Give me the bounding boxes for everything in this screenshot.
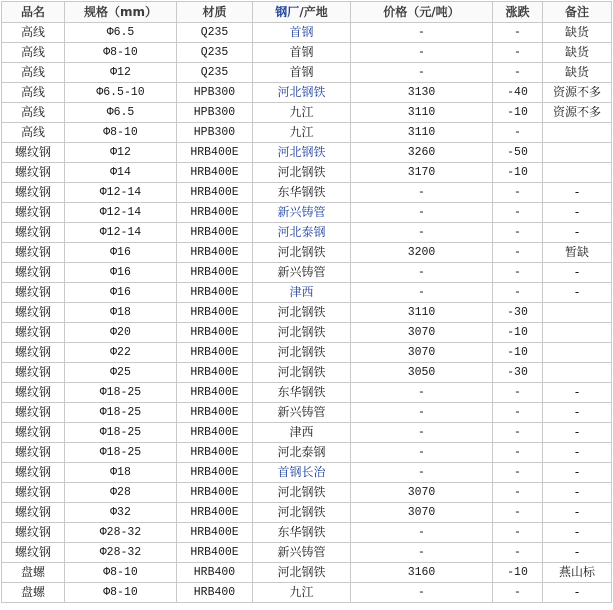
material-cell: HRB400E: [177, 503, 253, 523]
note-cell: -: [543, 483, 612, 503]
mill-cell: 河北泰钢: [253, 443, 351, 463]
price-cell: 3200: [351, 243, 493, 263]
spec-cell: Φ22: [65, 343, 177, 363]
note-cell: -: [543, 183, 612, 203]
material-cell: HRB400E: [177, 403, 253, 423]
mill-cell: 河北钢铁: [253, 303, 351, 323]
price-cell: -: [351, 583, 493, 603]
change-cell: -: [493, 203, 543, 223]
note-cell: 缺货: [543, 63, 612, 83]
mill-cell: 河北钢铁: [253, 483, 351, 503]
note-cell: [543, 303, 612, 323]
material-cell: HRB400: [177, 583, 253, 603]
spec-cell: Φ12: [65, 63, 177, 83]
mill-cell[interactable]: 河北钢铁: [253, 83, 351, 103]
price-cell: 3130: [351, 83, 493, 103]
material-cell: Q235: [177, 43, 253, 63]
material-cell: HRB400E: [177, 143, 253, 163]
note-cell: -: [543, 403, 612, 423]
product-name-cell: 高线: [2, 83, 65, 103]
change-cell: -: [493, 23, 543, 43]
change-cell: -: [493, 463, 543, 483]
product-name-cell: 螺纹钢: [2, 423, 65, 443]
material-cell: HRB400E: [177, 283, 253, 303]
note-cell: [543, 343, 612, 363]
note-cell: 资源不多: [543, 103, 612, 123]
material-cell: HPB300: [177, 83, 253, 103]
note-cell: [543, 363, 612, 383]
change-cell: -10: [493, 343, 543, 363]
spec-cell: Φ18: [65, 303, 177, 323]
product-name-cell: 盘螺: [2, 583, 65, 603]
table-row: [2, 443, 612, 463]
material-cell: HRB400E: [177, 543, 253, 563]
note-cell: [543, 143, 612, 163]
product-name-cell: 高线: [2, 23, 65, 43]
price-cell: -: [351, 543, 493, 563]
spec-cell: Φ28: [65, 483, 177, 503]
table-row: [2, 363, 612, 383]
note-cell: 暂缺: [543, 243, 612, 263]
change-cell: -: [493, 483, 543, 503]
spec-cell: Φ32: [65, 503, 177, 523]
change-cell: -: [493, 583, 543, 603]
change-cell: -30: [493, 363, 543, 383]
product-name-cell: 螺纹钢: [2, 143, 65, 163]
note-cell: [543, 163, 612, 183]
spec-cell: Φ18-25: [65, 443, 177, 463]
change-cell: -: [493, 403, 543, 423]
note-cell: -: [543, 283, 612, 303]
mill-cell: 河北钢铁: [253, 243, 351, 263]
material-cell: HRB400E: [177, 343, 253, 363]
table-row: [2, 83, 612, 103]
table-row: [2, 463, 612, 483]
product-name-cell: 螺纹钢: [2, 203, 65, 223]
product-name-cell: 螺纹钢: [2, 483, 65, 503]
spec-cell: Φ18-25: [65, 403, 177, 423]
price-cell: 3110: [351, 303, 493, 323]
material-cell: HRB400E: [177, 383, 253, 403]
change-cell: -: [493, 523, 543, 543]
spec-cell: Φ18: [65, 463, 177, 483]
price-cell: -: [351, 23, 493, 43]
spec-cell: Φ16: [65, 283, 177, 303]
mill-cell: 津西: [253, 423, 351, 443]
note-cell: -: [543, 263, 612, 283]
table-row: [2, 383, 612, 403]
product-name-cell: 螺纹钢: [2, 283, 65, 303]
product-name-cell: 螺纹钢: [2, 523, 65, 543]
table-row: [2, 163, 612, 183]
product-name-cell: 盘螺: [2, 563, 65, 583]
table-row: [2, 263, 612, 283]
change-cell: -10: [493, 563, 543, 583]
change-cell: -: [493, 383, 543, 403]
material-cell: HRB400E: [177, 463, 253, 483]
mill-cell[interactable]: 津西: [253, 283, 351, 303]
change-cell: -: [493, 183, 543, 203]
change-cell: -: [493, 63, 543, 83]
price-cell: 3170: [351, 163, 493, 183]
note-cell: [543, 123, 612, 143]
note-cell: 缺货: [543, 43, 612, 63]
note-cell: -: [543, 463, 612, 483]
spec-cell: Φ28-32: [65, 523, 177, 543]
mill-cell[interactable]: 首钢: [253, 23, 351, 43]
material-cell: HRB400: [177, 563, 253, 583]
table-row: [2, 243, 612, 263]
table-row: [2, 23, 612, 43]
product-name-cell: 螺纹钢: [2, 263, 65, 283]
change-cell: -40: [493, 83, 543, 103]
price-cell: 3260: [351, 143, 493, 163]
note-cell: 资源不多: [543, 83, 612, 103]
price-cell: -: [351, 43, 493, 63]
table-row: [2, 203, 612, 223]
header-mill-origin: /产地: [299, 4, 328, 19]
material-cell: HRB400E: [177, 243, 253, 263]
price-cell: -: [351, 183, 493, 203]
mill-cell: 河北钢铁: [253, 503, 351, 523]
spec-cell: Φ28-32: [65, 543, 177, 563]
note-cell: -: [543, 523, 612, 543]
table-row: [2, 103, 612, 123]
material-cell: HPB300: [177, 123, 253, 143]
header-change: 涨跌: [493, 2, 543, 23]
table-row: [2, 283, 612, 303]
note-cell: 缺货: [543, 23, 612, 43]
table-row: [2, 223, 612, 243]
material-cell: HRB400E: [177, 423, 253, 443]
material-cell: HRB400E: [177, 203, 253, 223]
header-price: 价格（元/吨）: [351, 2, 493, 23]
price-cell: 3110: [351, 103, 493, 123]
material-cell: HRB400E: [177, 523, 253, 543]
change-cell: -: [493, 503, 543, 523]
table-row: [2, 63, 612, 83]
change-cell: -: [493, 443, 543, 463]
material-cell: HRB400E: [177, 223, 253, 243]
material-cell: HRB400E: [177, 183, 253, 203]
header-mill: [253, 2, 351, 23]
table-row: [2, 303, 612, 323]
mill-cell: 首钢: [253, 63, 351, 83]
table-row: [2, 123, 612, 143]
change-cell: -: [493, 543, 543, 563]
mill-cell: 九江: [253, 103, 351, 123]
spec-cell: Φ8-10: [65, 563, 177, 583]
table-row: [2, 43, 612, 63]
product-name-cell: 螺纹钢: [2, 223, 65, 243]
material-cell: HRB400E: [177, 363, 253, 383]
price-cell: -: [351, 443, 493, 463]
material-cell: Q235: [177, 23, 253, 43]
spec-cell: Φ12-14: [65, 223, 177, 243]
product-name-cell: 螺纹钢: [2, 323, 65, 343]
product-name-cell: 高线: [2, 43, 65, 63]
note-cell: -: [543, 583, 612, 603]
product-name-cell: 螺纹钢: [2, 383, 65, 403]
product-name-cell: 高线: [2, 63, 65, 83]
mill-cell[interactable]: 新兴铸管: [253, 203, 351, 223]
material-cell: HRB400E: [177, 483, 253, 503]
product-name-cell: 螺纹钢: [2, 163, 65, 183]
mill-cell: 首钢: [253, 43, 351, 63]
change-cell: -: [493, 43, 543, 63]
material-cell: HPB300: [177, 103, 253, 123]
mill-cell: 新兴铸管: [253, 403, 351, 423]
change-cell: -10: [493, 103, 543, 123]
mill-cell[interactable]: 河北钢铁: [253, 143, 351, 163]
mill-cell: 河北钢铁: [253, 563, 351, 583]
change-cell: -10: [493, 163, 543, 183]
price-cell: -: [351, 203, 493, 223]
note-cell: -: [543, 203, 612, 223]
mill-cell: 东华钢铁: [253, 183, 351, 203]
change-cell: -30: [493, 303, 543, 323]
change-cell: -: [493, 283, 543, 303]
note-cell: -: [543, 423, 612, 443]
product-name-cell: 螺纹钢: [2, 243, 65, 263]
material-cell: HRB400E: [177, 163, 253, 183]
change-cell: -: [493, 223, 543, 243]
mill-cell[interactable]: 河北泰钢: [253, 223, 351, 243]
price-cell: 3050: [351, 363, 493, 383]
mill-cell: 东华钢铁: [253, 523, 351, 543]
note-cell: -: [543, 543, 612, 563]
table-row: [2, 503, 612, 523]
material-cell: HRB400E: [177, 303, 253, 323]
price-cell: 3070: [351, 483, 493, 503]
table-row: [2, 543, 612, 563]
product-name-cell: 螺纹钢: [2, 463, 65, 483]
spec-cell: Φ18-25: [65, 383, 177, 403]
change-cell: -: [493, 423, 543, 443]
mill-cell: 九江: [253, 583, 351, 603]
mill-cell: 九江: [253, 123, 351, 143]
price-cell: 3070: [351, 343, 493, 363]
change-cell: -: [493, 263, 543, 283]
spec-cell: Φ20: [65, 323, 177, 343]
product-name-cell: 螺纹钢: [2, 363, 65, 383]
mill-cell: 河北钢铁: [253, 323, 351, 343]
spec-cell: Φ14: [65, 163, 177, 183]
mill-cell: 河北钢铁: [253, 363, 351, 383]
table-row: [2, 343, 612, 363]
table-row: [2, 423, 612, 443]
spec-cell: Φ6.5-10: [65, 83, 177, 103]
note-cell: [543, 323, 612, 343]
product-name-cell: 螺纹钢: [2, 543, 65, 563]
price-cell: 3070: [351, 323, 493, 343]
table-row: [2, 403, 612, 423]
price-cell: -: [351, 523, 493, 543]
header-mill-link[interactable]: 钢厂: [275, 4, 300, 19]
header-material: 材质: [177, 2, 253, 23]
price-cell: -: [351, 63, 493, 83]
price-cell: -: [351, 383, 493, 403]
product-name-cell: 螺纹钢: [2, 183, 65, 203]
product-name-cell: 螺纹钢: [2, 343, 65, 363]
table-row: [2, 323, 612, 343]
table-row: [2, 183, 612, 203]
table-row: [2, 523, 612, 543]
spec-cell: Φ12-14: [65, 203, 177, 223]
spec-cell: Φ12-14: [65, 183, 177, 203]
price-cell: 3160: [351, 563, 493, 583]
change-cell: -50: [493, 143, 543, 163]
note-cell: -: [543, 383, 612, 403]
header-note: 备注: [543, 2, 612, 23]
table-row: [2, 143, 612, 163]
material-cell: Q235: [177, 63, 253, 83]
product-name-cell: 螺纹钢: [2, 403, 65, 423]
spec-cell: Φ16: [65, 243, 177, 263]
spec-cell: Φ18-25: [65, 423, 177, 443]
spec-cell: Φ6.5: [65, 23, 177, 43]
product-name-cell: 高线: [2, 103, 65, 123]
header-name: 品名: [2, 2, 65, 23]
spec-cell: Φ8-10: [65, 583, 177, 603]
change-cell: -10: [493, 323, 543, 343]
table-row: [2, 583, 612, 603]
price-cell: 3110: [351, 123, 493, 143]
mill-cell: 河北钢铁: [253, 163, 351, 183]
mill-cell: 新兴铸管: [253, 543, 351, 563]
price-cell: -: [351, 403, 493, 423]
price-cell: -: [351, 223, 493, 243]
mill-cell: 河北钢铁: [253, 343, 351, 363]
mill-cell: 新兴铸管: [253, 263, 351, 283]
spec-cell: Φ8-10: [65, 43, 177, 63]
spec-cell: Φ16: [65, 263, 177, 283]
product-name-cell: 螺纹钢: [2, 503, 65, 523]
spec-cell: Φ8-10: [65, 123, 177, 143]
price-cell: 3070: [351, 503, 493, 523]
price-cell: -: [351, 283, 493, 303]
steel-price-table: [1, 1, 612, 603]
note-cell: 燕山标: [543, 563, 612, 583]
change-cell: -: [493, 243, 543, 263]
product-name-cell: 螺纹钢: [2, 303, 65, 323]
header-row: [2, 2, 612, 23]
material-cell: HRB400E: [177, 443, 253, 463]
spec-cell: Φ6.5: [65, 103, 177, 123]
note-cell: -: [543, 503, 612, 523]
material-cell: HRB400E: [177, 263, 253, 283]
price-cell: -: [351, 263, 493, 283]
spec-cell: Φ25: [65, 363, 177, 383]
table-row: [2, 483, 612, 503]
price-cell: -: [351, 463, 493, 483]
change-cell: -: [493, 123, 543, 143]
product-name-cell: 螺纹钢: [2, 443, 65, 463]
note-cell: -: [543, 443, 612, 463]
spec-cell: Φ12: [65, 143, 177, 163]
note-cell: -: [543, 223, 612, 243]
table-row: [2, 563, 612, 583]
mill-cell: 东华钢铁: [253, 383, 351, 403]
product-name-cell: 高线: [2, 123, 65, 143]
price-cell: -: [351, 423, 493, 443]
mill-cell[interactable]: 首钢长治: [253, 463, 351, 483]
material-cell: HRB400E: [177, 323, 253, 343]
header-spec: 规格（mm）: [65, 2, 177, 23]
